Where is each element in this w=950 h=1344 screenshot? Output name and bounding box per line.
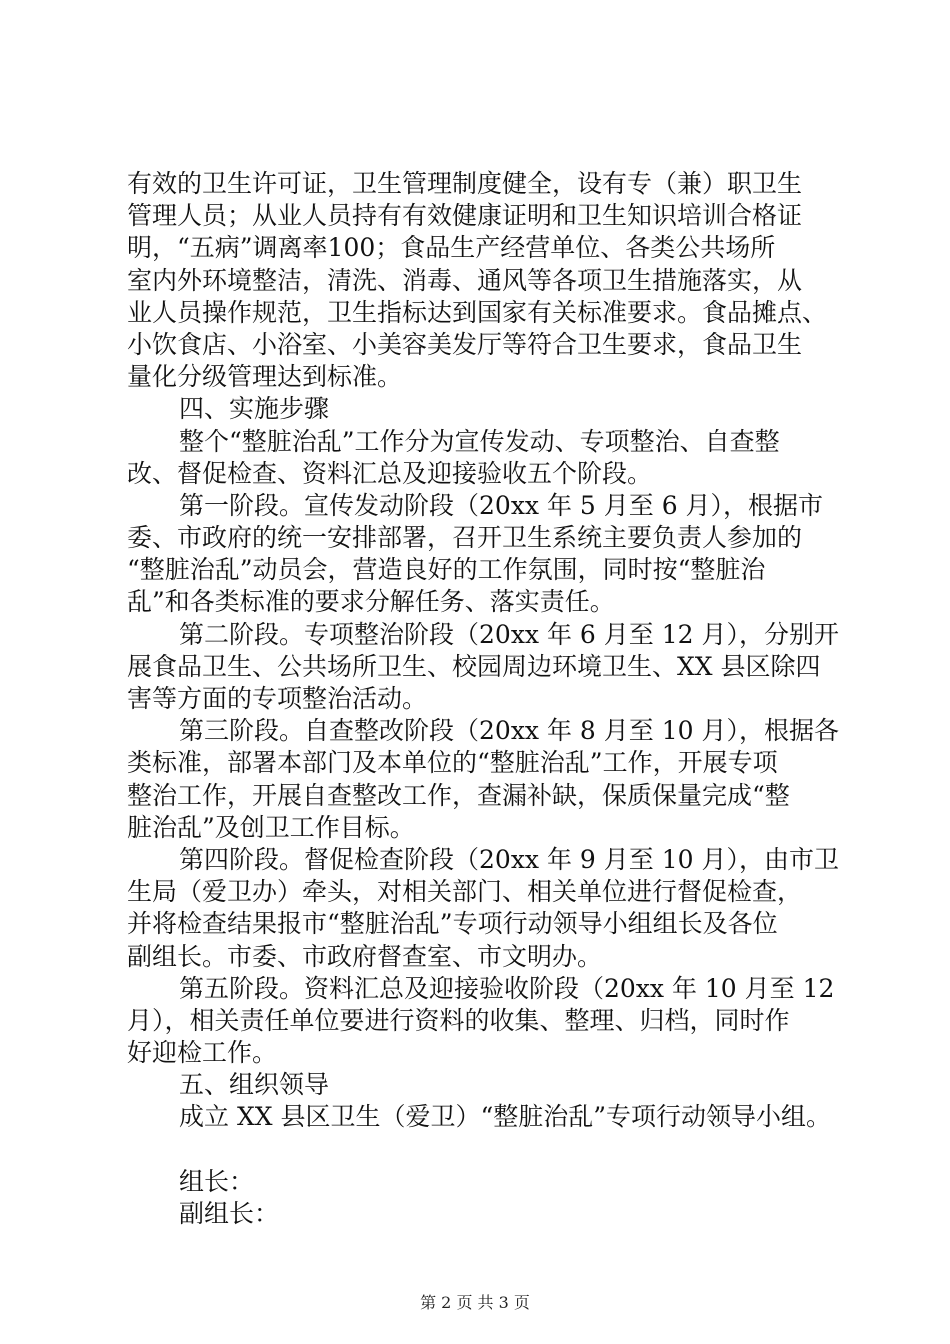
blank-line [127, 1134, 857, 1166]
text-line: 整治工作，开展自查整改工作，查漏补缺，保质保量完成“整 [127, 780, 790, 810]
text-line: 并将检查结果报市“整脏治乱”专项行动领导小组组长及各位 [127, 909, 778, 939]
text-line: 脏治乱”及创卫工作目标。 [127, 812, 415, 842]
text-line: 第四阶段。督促检查阶段（20xx 年 9 月至 10 月），由市卫 [179, 844, 839, 874]
text-line: 副组长。市委、市政府督查室、市文明办。 [127, 941, 603, 971]
text-line: “整脏治乱”动员会，营造良好的工作氛围，同时按“整脏治 [127, 555, 766, 585]
text-line: 副组长： [179, 1198, 280, 1228]
leader-list [127, 1166, 857, 1230]
text-line: 四、实施步骤 [179, 394, 330, 424]
text-line: 业人员操作规范，卫生指标达到国家有关标准要求。食品摊点、 [127, 297, 828, 327]
text-line: 委、市政府的统一安排部署，召开卫生系统主要负责人参加的 [127, 523, 803, 553]
text-line: 管理人员；从业人员持有有效健康证明和卫生知识培训合格证 [127, 201, 803, 231]
text-line: 月），相关责任单位要进行资料的收集、整理、归档，同时作 [127, 1005, 790, 1035]
text-line: 好迎检工作。 [127, 1038, 278, 1068]
text-line: 害等方面的专项整治活动。 [127, 684, 428, 713]
text-line: 小饮食店、小浴室、小美容美发厅等符合卫生要求，食品卫生 [127, 329, 803, 359]
text-line: 明，“五病”调离率100；食品生产经营单位、各类公共场所 [127, 233, 776, 263]
text-line: 第二阶段。专项整治阶段（20xx 年 6 月至 12 月），分别开 [179, 619, 839, 649]
text-line: 乱”和各类标准的要求分解任务、落实责任。 [127, 587, 615, 617]
document-body [127, 168, 857, 1230]
text-line: 有效的卫生许可证，卫生管理制度健全，设有专（兼）职卫生 [127, 169, 803, 198]
text-line: 改、督促检查、资料汇总及迎接验收五个阶段。 [127, 458, 653, 488]
text-line: 展食品卫生、公共场所卫生、校园周边环境卫生、XX 县区除四 [127, 651, 821, 681]
body-paragraphs [127, 168, 857, 1134]
text-line: 类标准，部署本部门及本单位的“整脏治乱”工作，开展专项 [127, 748, 778, 778]
text-line: 第五阶段。资料汇总及迎接验收阶段（20xx 年 10 月至 12 [179, 973, 835, 1003]
text-line: 室内外环境整洁，清洗、消毒、通风等各项卫生措施落实，从 [127, 265, 803, 295]
text-line: 组长： [179, 1166, 255, 1196]
text-line: 整个“整脏治乱”工作分为宣传发动、专项整治、自查整 [179, 426, 780, 456]
page-footer: 第 2 页 共 3 页 [420, 1293, 530, 1312]
text-line: 第一阶段。宣传发动阶段（20xx 年 5 月至 6 月），根据市 [179, 490, 824, 520]
text-line: 五、组织领导 [179, 1070, 330, 1100]
text-line: 量化分级管理达到标准。 [127, 362, 403, 392]
text-line: 成立 XX 县区卫生（爱卫）“整脏治乱”专项行动领导小组。 [179, 1102, 832, 1132]
text-line: 生局（爱卫办）牵头，对相关部门、相关单位进行督促检查， [127, 877, 803, 907]
text-line: 第三阶段。自查整改阶段（20xx 年 8 月至 10 月），根据各 [179, 716, 839, 746]
